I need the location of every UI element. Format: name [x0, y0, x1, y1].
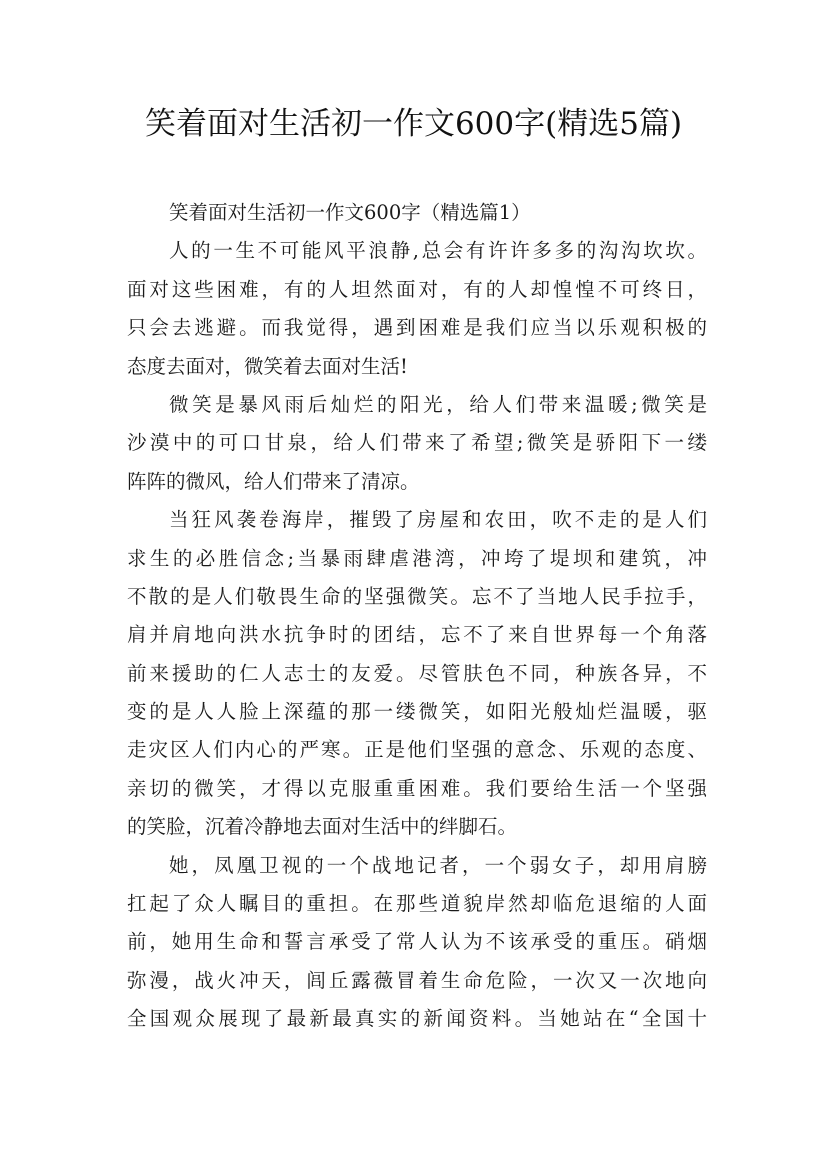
text-line: 微笑是暴风雨后灿烂的阳光，给人们带来温暖;微笑是 [169, 392, 707, 416]
text-line: 阵阵的微风，给人们带来了清凉。 [127, 469, 420, 493]
text-line: 不散的是人们敬畏生命的坚强微笑。忘不了当地人民手拉手， [127, 584, 707, 608]
text-line: 弥漫，战火冲天，闾丘露薇冒着生命危险，一次又一次地向 [127, 968, 707, 992]
text-line: 走灾区人们内心的严寒。正是他们坚强的意念、乐观的态度、 [127, 738, 707, 762]
text-line: 扛起了众人瞩目的重担。在那些道貌岸然却临危退缩的人面 [127, 892, 707, 916]
text-line: 她，凤凰卫视的一个战地记者，一个弱女子，却用肩膀 [169, 853, 707, 877]
text-line: 亲切的微笑，才得以克服重重困难。我们要给生活一个坚强 [127, 776, 707, 800]
article-body [127, 194, 707, 1039]
text-line: 求生的必胜信念;当暴雨肆虐港湾，冲垮了堤坝和建筑，冲 [127, 546, 707, 570]
text-line: 全国观众展现了最新最真实的新闻资料。当她站在“全国十 [127, 1007, 707, 1031]
text-line: 面对这些困难，有的人坦然面对，有的人却惶惶不可终日， [127, 277, 707, 301]
text-line: 人的一生不可能风平浪静,总会有许许多多的沟沟坎坎。 [169, 239, 707, 263]
text-line: 肩并肩地向洪水抗争时的团结，忘不了来自世界每一个角落 [127, 623, 707, 647]
text-line: 变的是人人脸上深蕴的那一缕微笑，如阳光般灿烂温暖，驱 [127, 700, 707, 724]
text-line: 只会去逃避。而我觉得，遇到困难是我们应当以乐观积极的 [127, 316, 707, 340]
text-line: 的笑脸，沉着冷静地去面对生活中的绊脚石。 [127, 815, 518, 839]
text-line: 沙漠中的可口甘泉，给人们带来了希望;微笑是骄阳下一缕 [127, 431, 707, 455]
text-line: 前来援助的仁人志士的友爱。尽管肤色不同，种族各异，不 [127, 661, 707, 685]
text-line: 笑着面对生活初一作文600字（精选篇1） [169, 201, 531, 224]
text-line: 前，她用生命和誓言承受了常人认为不该承受的重压。硝烟 [127, 930, 707, 954]
text-line: 当狂风袭卷海岸，摧毁了房屋和农田，吹不走的是人们 [169, 508, 707, 532]
text-line: 态度去面对，微笑着去面对生活! [127, 354, 408, 378]
page-title: 笑着面对生活初一作文600字(精选5篇) [144, 106, 683, 142]
